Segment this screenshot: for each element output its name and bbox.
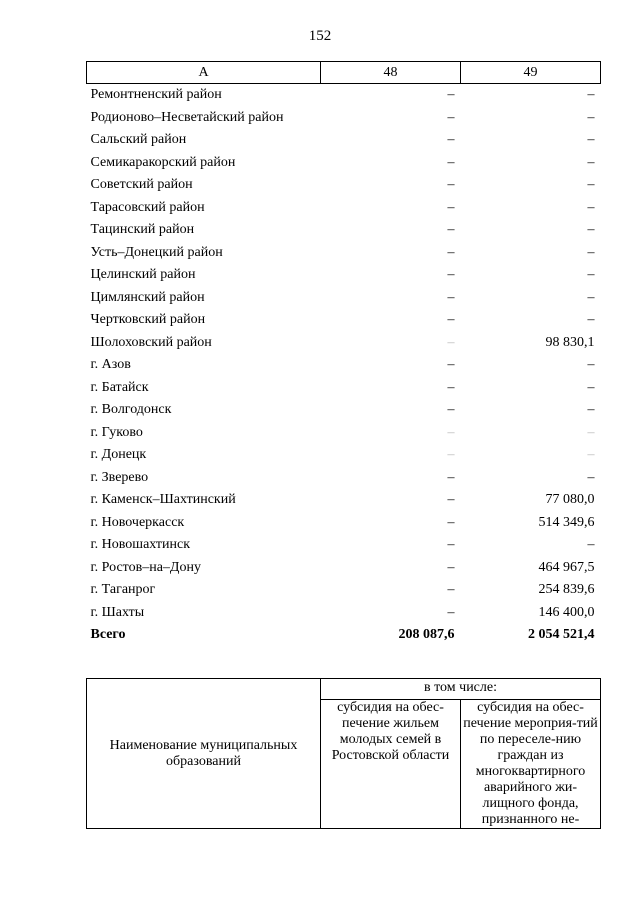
municipality-name: Целинский район (90, 267, 196, 282)
total-col-49: 2 054 521,4 (528, 627, 595, 642)
value-col-49: – (587, 87, 595, 102)
municipality-name: г. Шахты (90, 604, 145, 620)
municipality-name: г. Гуково (90, 424, 143, 440)
municipality-name: Тарасовский район (90, 199, 205, 215)
municipality-name: Цимлянский район (90, 289, 205, 305)
municipality-name: г. Батайск (90, 379, 149, 395)
subsidy-resettlement-header: субсидия на обес-печение мероприя-тий по переселе-нию граждан из многоквартирного аварийного жи-лищного фонда, признанного не- (461, 700, 601, 829)
total-row (87, 624, 601, 647)
table-row (87, 287, 601, 310)
value-col-48: – (447, 492, 455, 507)
table-row (87, 332, 601, 355)
value-col-48: – (447, 109, 455, 125)
value-col-48: – (447, 154, 455, 170)
municipality-name: Семикаракорский район (90, 154, 236, 170)
continuation-header-table (86, 678, 601, 829)
value-col-48: – (447, 267, 455, 282)
table-header-row (87, 62, 601, 84)
table-row (87, 467, 601, 490)
column-header-49: 49 (461, 62, 601, 84)
value-col-48: – (447, 312, 455, 327)
municipality-name: г. Зверево (90, 469, 149, 485)
including-header-cell: в том числе: (321, 679, 601, 700)
value-col-49: – (587, 244, 595, 260)
value-col-48: – (447, 447, 455, 462)
value-col-49: 146 400,0 (538, 604, 595, 620)
value-col-48: – (447, 559, 455, 575)
municipality-name: Усть–Донецкий район (90, 244, 223, 260)
value-col-49: – (587, 447, 595, 462)
subsidy-young-families-header: субсидия на обес-печение жильем молодых семей в Ростовской области (321, 700, 461, 829)
municipality-name: г. Донецк (90, 447, 147, 462)
table-row (87, 444, 601, 467)
municipality-name: г. Волгодонск (90, 402, 172, 417)
municipality-name: Тацинский район (90, 222, 195, 237)
table-row (87, 84, 601, 107)
value-col-49: – (587, 267, 595, 282)
value-col-49: – (587, 379, 595, 395)
value-col-49: – (587, 357, 595, 372)
municipality-name: г. Каменск–Шахтинский (90, 492, 236, 507)
table-row (87, 534, 601, 557)
value-col-48: – (447, 199, 455, 215)
value-col-48: – (447, 357, 455, 372)
value-col-48: – (447, 514, 455, 530)
table-row (87, 422, 601, 445)
data-table (86, 61, 601, 647)
value-col-49: – (587, 177, 595, 192)
table-row (87, 197, 601, 220)
value-col-49: 254 839,6 (538, 582, 595, 597)
value-col-49: – (587, 289, 595, 305)
value-col-49: – (587, 312, 595, 327)
value-col-48: – (447, 289, 455, 305)
value-col-48: – (447, 424, 455, 440)
municipality-name: Чертковский район (90, 312, 206, 327)
value-col-48: – (447, 177, 455, 192)
table-row (87, 354, 601, 377)
municipality-name: г. Ростов–на–Дону (90, 559, 201, 575)
municipality-name: Родионово–Несветайский район (90, 109, 284, 125)
value-col-48: – (447, 469, 455, 485)
name-header-cell: Наименование муниципальных образований (87, 679, 321, 829)
page-number: 152 (308, 28, 332, 44)
value-col-48: – (447, 582, 455, 597)
value-col-49: – (587, 222, 595, 237)
value-col-49: – (587, 132, 595, 147)
municipality-name: г. Новошахтинск (90, 537, 191, 552)
table-row (87, 219, 601, 242)
value-col-49: – (587, 469, 595, 485)
value-col-49: – (587, 537, 595, 552)
municipality-name: Ремонтненский район (90, 87, 222, 102)
municipality-name: Шолоховский район (90, 334, 212, 350)
value-col-49: – (587, 109, 595, 125)
value-col-49: 464 967,5 (538, 559, 595, 575)
table-row (87, 557, 601, 580)
table-row (87, 602, 601, 625)
table-row (87, 174, 601, 197)
value-col-48: – (447, 537, 455, 552)
value-col-48: – (447, 87, 455, 102)
table-row (87, 152, 601, 175)
municipality-name: Сальский район (90, 132, 187, 147)
municipality-name: Советский район (90, 177, 193, 192)
value-col-49: 77 080,0 (545, 492, 595, 507)
municipality-name: г. Таганрог (90, 582, 156, 597)
table-row (87, 399, 601, 422)
table-row (87, 309, 601, 332)
table-row (87, 129, 601, 152)
column-header-a: A (87, 62, 321, 84)
value-col-49: 514 349,6 (538, 514, 595, 530)
table-row (87, 264, 601, 287)
value-col-49: 98 830,1 (545, 334, 595, 350)
table-row (87, 512, 601, 535)
table-row (87, 489, 601, 512)
value-col-48: – (447, 379, 455, 395)
total-label: Всего (90, 627, 126, 642)
table-row (87, 242, 601, 265)
value-col-49: – (587, 199, 595, 215)
column-header-48: 48 (321, 62, 461, 84)
value-col-48: – (447, 334, 455, 350)
total-col-48: 208 087,6 (398, 627, 455, 642)
table-row (87, 377, 601, 400)
value-col-48: – (447, 402, 455, 417)
value-col-48: – (447, 244, 455, 260)
value-col-49: – (587, 154, 595, 170)
table-row (87, 579, 601, 602)
value-col-48: – (447, 132, 455, 147)
table-row (87, 107, 601, 130)
value-col-48: – (447, 604, 455, 620)
value-col-49: – (587, 402, 595, 417)
value-col-48: – (447, 222, 455, 237)
value-col-49: – (587, 424, 595, 440)
municipality-name: г. Новочеркасск (90, 514, 185, 530)
municipality-name: г. Азов (90, 357, 131, 372)
